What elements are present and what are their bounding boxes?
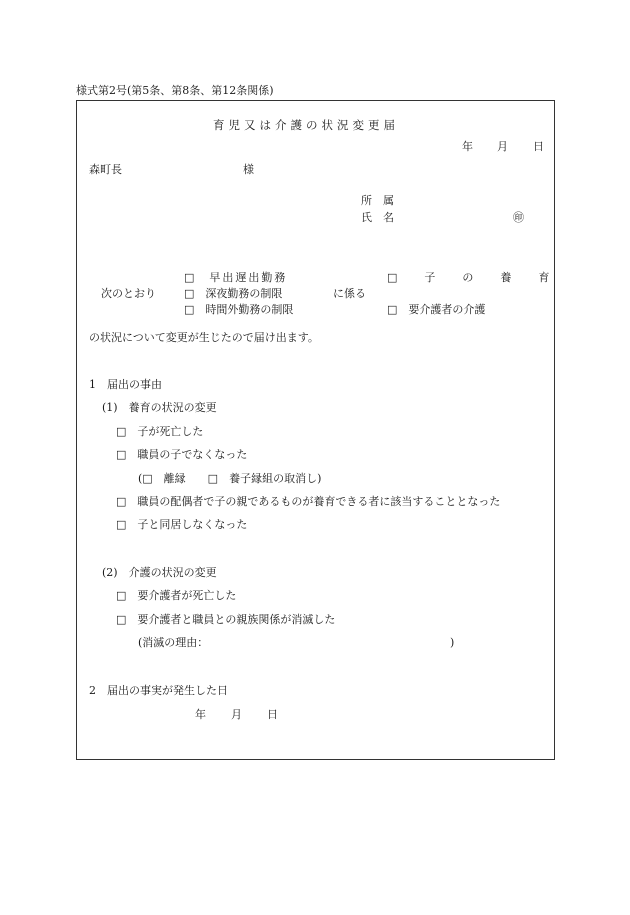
occur-month: 月 (231, 708, 242, 721)
reason-close: ) (450, 636, 455, 649)
intro-statement: の状況について変更が生じたので届け出ます。 (89, 331, 319, 344)
sub2-title: (2) 介護の状況の変更 (102, 566, 217, 579)
name-label: 氏 名 (361, 211, 394, 224)
sub1-item: □ 子と同居しなくなった (116, 518, 248, 531)
sub1-item: □ 職員の配偶者で子の親であるものが養育できる者に該当することとなった (116, 495, 501, 508)
occur-day: 日 (267, 708, 278, 721)
occur-year: 年 (195, 708, 206, 721)
form-title: 育児又は介護の状況変更届 (213, 118, 399, 132)
date-month: 月 (497, 140, 508, 153)
honorific: 様 (243, 163, 254, 176)
work-option-early-late: □ 早出遅出勤務 (184, 271, 288, 284)
form-header-label: 様式第2号(第5条、第8条、第12条関係) (76, 84, 274, 97)
date-day: 日 (533, 140, 544, 153)
seal-mark: ㊞ (513, 211, 524, 224)
addressee: 森町長 (89, 163, 122, 176)
section1-title: 1 届出の事由 (89, 378, 162, 391)
sub1-title: (1) 養育の状況の変更 (102, 401, 217, 414)
work-option-overtime: □ 時間外勤務の制限 (184, 303, 294, 316)
intro-left: 次のとおり (101, 287, 156, 300)
date-year: 年 (462, 140, 473, 153)
sub2-item: □ 要介護者と職員との親族関係が消滅した (116, 613, 336, 626)
reason-label: (消滅の理由： (138, 636, 209, 649)
sub2-item: □ 要介護者が死亡した (116, 589, 237, 602)
sub1-item: □ 職員の子でなくなった (116, 448, 248, 461)
affiliation-label: 所 属 (361, 194, 394, 207)
care-option-caregiving: □ 要介護者の介護 (387, 303, 486, 316)
sub1-item-detail: (□ 離縁 □ 養子縁組の取消し) (138, 472, 322, 485)
care-option-child: □ 子 の 養 育 (387, 271, 558, 284)
sub1-item: □ 子が死亡した (116, 425, 204, 438)
intro-mid: に係る (333, 287, 366, 300)
work-option-late-night: □ 深夜勤務の制限 (184, 287, 283, 300)
section2-title: 2 届出の事実が発生した日 (89, 684, 228, 697)
